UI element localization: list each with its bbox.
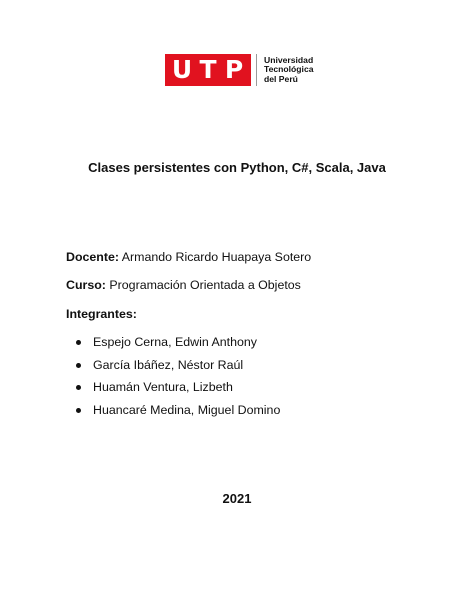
member-name: Espejo Cerna, Edwin Anthony <box>93 335 257 349</box>
logo-divider <box>256 54 257 86</box>
logo-line-3: del Perú <box>264 73 298 84</box>
curso-line <box>66 278 301 293</box>
document-title: Clases persistentes con Python, C#, Scala, Java <box>88 160 386 175</box>
logo-letter-t: T <box>199 55 217 84</box>
curso-label: Curso: <box>66 278 106 292</box>
member-name: Huamán Ventura, Lizbeth <box>93 380 233 394</box>
member-name: Huancaré Medina, Miguel Domino <box>93 402 281 417</box>
docente-value: Armando Ricardo Huapaya Sotero <box>121 250 312 264</box>
logo-line-1: Universidad <box>264 54 314 65</box>
integrantes-heading <box>66 307 137 322</box>
bullet-icon <box>76 363 81 368</box>
docente-label: Docente: <box>66 250 120 264</box>
member-name: García Ibáñez, Néstor Raúl <box>93 357 244 372</box>
bullet-icon <box>76 408 81 413</box>
integrantes-label: Integrantes: <box>66 307 137 321</box>
curso-value: Programación Orientada a Objetos <box>109 278 301 292</box>
docente-line <box>66 250 311 265</box>
utp-logo <box>165 54 314 86</box>
logo-wordmark <box>264 56 314 85</box>
bullet-icon <box>76 340 81 345</box>
logo-letter-u: U <box>171 55 193 84</box>
logo-letter-p: P <box>224 55 244 84</box>
bullet-icon <box>76 385 81 390</box>
logo-mark <box>165 54 251 86</box>
logo-line-2: Tecnológica <box>264 64 314 75</box>
document-year: 2021 <box>222 491 252 506</box>
